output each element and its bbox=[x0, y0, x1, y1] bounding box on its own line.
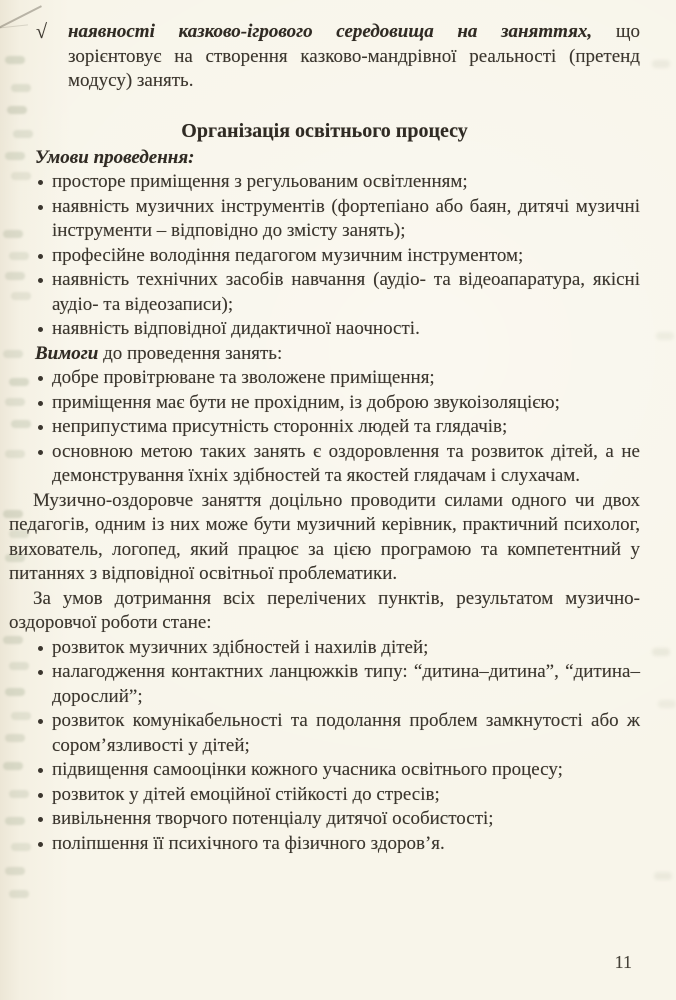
bullet-icon bbox=[38, 646, 43, 651]
list-item-text: наявність технічних засобів навчання (аудіо- та відеоапаратура, якісні аудіо- та відеозаписи); bbox=[52, 269, 640, 315]
list-item bbox=[9, 170, 640, 195]
bullet-icon bbox=[38, 401, 43, 406]
list-item-text: поліпшення її психічного та фізичного здоров’я. bbox=[52, 832, 445, 854]
list-item bbox=[9, 709, 640, 758]
list-item bbox=[9, 244, 640, 269]
list-item bbox=[9, 440, 640, 489]
ink-bleed-through-left bbox=[3, 0, 23, 8]
list-item bbox=[9, 391, 640, 416]
bullet-icon bbox=[38, 450, 43, 455]
results-list bbox=[9, 636, 640, 857]
list-item bbox=[9, 415, 640, 440]
list-item-text: наявність відповідної дидактичної наочності. bbox=[52, 318, 420, 339]
bullet-icon bbox=[38, 768, 43, 773]
list-item-text: розвиток музичних здібностей і нахилів дітей; bbox=[52, 636, 429, 658]
bullet-icon bbox=[38, 670, 43, 675]
conditions-title bbox=[35, 146, 640, 171]
body-paragraph: Музично-оздоровче заняття доцільно проводити силами одного чи двох педагогів, одним із них може бути музичний керівник, практичний психолог, вихователь, логопед, який працює за цією програмою та компетентний у питаннях з відповідної освітньої проблематики. bbox=[9, 489, 640, 584]
list-item bbox=[9, 832, 640, 857]
list-item-text: вивільнення творчого потенціалу дитячої особистості; bbox=[52, 808, 494, 829]
list-item-text: наявність музичних інструментів (фортепіано або баян, дитячі музичні інструменти – відповідно до змісту занять); bbox=[52, 195, 640, 241]
page-number: 11 bbox=[614, 952, 632, 972]
conditions-title-text: Умови проведення: bbox=[35, 146, 195, 168]
list-item bbox=[9, 366, 640, 391]
list-item bbox=[9, 807, 640, 832]
list-item-text: розвиток комунікабельності та подолання проблем замкнутості або ж сором’язливості у дітей; bbox=[52, 710, 640, 756]
list-item-text: основною метою таких занять є оздоровлення та розвиток дітей, а не демонстрування їхніх здібностей та якостей глядачам і слухачам. bbox=[52, 440, 640, 486]
bullet-icon bbox=[38, 180, 43, 185]
list-item-text: розвиток у дітей емоційної стійкості до стресів; bbox=[52, 783, 440, 805]
intro-bold-text: наявності казково-ігрового середовища на заняттях, bbox=[68, 21, 593, 42]
bullet-icon bbox=[38, 719, 43, 724]
bullet-icon bbox=[38, 254, 43, 259]
intro-rest-text: що зорієнтовує на створення казково-мандрівної реальності (претенд модусу) занять. bbox=[68, 21, 640, 91]
list-item-text: налагодження контактних ланцюжків типу: “дитина–дитина”, “дитина–дорослий”; bbox=[52, 661, 640, 707]
section-heading: Організація освітнього процесу bbox=[181, 119, 468, 142]
list-item bbox=[9, 636, 640, 661]
bullet-icon bbox=[38, 817, 43, 822]
bullet-icon bbox=[38, 376, 43, 381]
list-item-text: підвищення самооцінки кожного учасника освітнього процесу; bbox=[52, 759, 563, 780]
bullet-icon bbox=[38, 425, 43, 430]
list-item-text: добре провітрюване та зволожене приміщення; bbox=[52, 367, 435, 388]
bullet-icon bbox=[38, 327, 43, 332]
list-item-text: просторе приміщення з регульованим освітленням; bbox=[52, 171, 468, 192]
list-item-text: приміщення має бути не прохідним, із доброю звукоізоляцією; bbox=[52, 391, 560, 413]
list-item bbox=[9, 268, 640, 317]
checkmark-list-item bbox=[9, 20, 640, 94]
requirements-title bbox=[35, 342, 640, 367]
body-paragraph: За умов дотримання всіх перелічених пунктів, результатом музично-оздоровчої роботи стане: bbox=[9, 587, 640, 633]
list-item bbox=[9, 660, 640, 709]
page-text-block bbox=[9, 20, 640, 856]
bullet-icon bbox=[38, 793, 43, 798]
list-item bbox=[9, 783, 640, 808]
list-item-text: неприпустима присутність сторонніх людей та глядачів; bbox=[52, 416, 508, 437]
ink-bleed-through-right bbox=[650, 0, 668, 8]
list-item bbox=[9, 758, 640, 783]
list-item bbox=[9, 317, 640, 342]
bullet-icon bbox=[38, 842, 43, 847]
list-item bbox=[9, 195, 640, 244]
conditions-list bbox=[9, 170, 640, 342]
requirements-title-rest: до проведення занять: bbox=[98, 342, 283, 364]
requirements-title-bold: Вимоги bbox=[35, 342, 99, 364]
bullet-icon bbox=[38, 278, 43, 283]
bullet-icon bbox=[38, 205, 43, 210]
checkmark-icon: √ bbox=[36, 21, 47, 43]
requirements-list bbox=[9, 366, 640, 489]
list-item-text: професійне володіння педагогом музичним інструментом; bbox=[52, 244, 524, 266]
